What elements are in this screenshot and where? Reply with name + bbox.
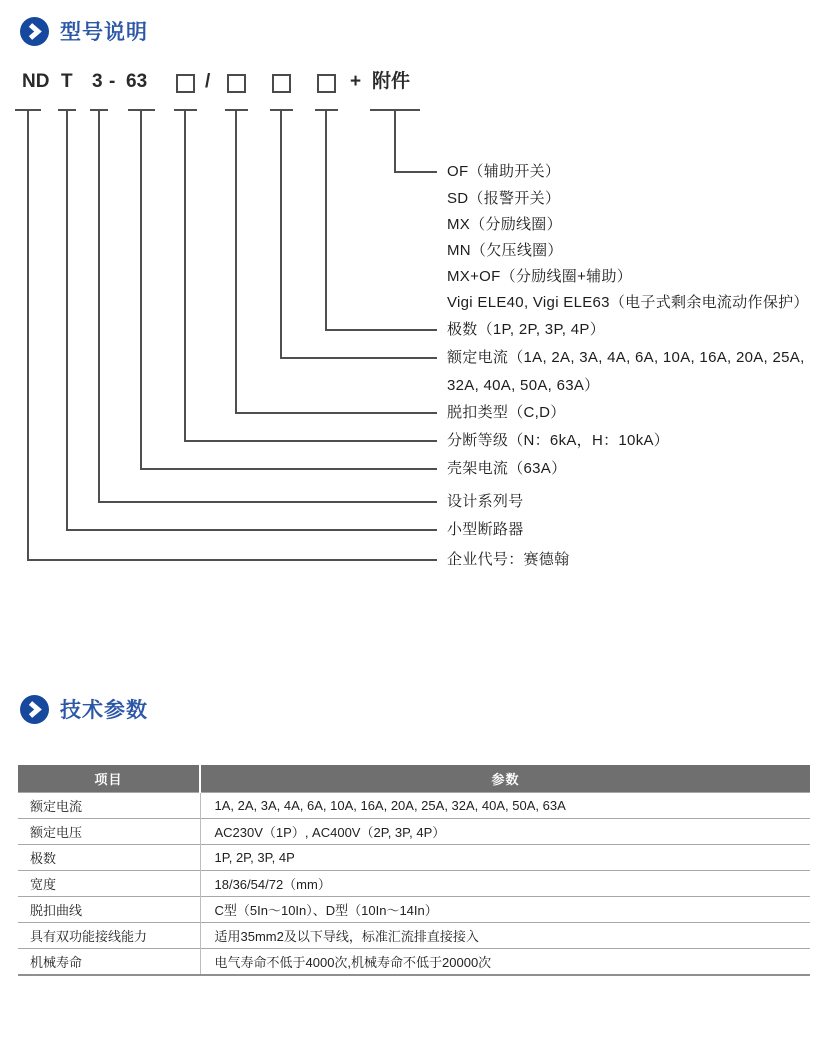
branch-label: 极数（1P, 2P, 3P, 4P） <box>447 321 605 338</box>
attachment-option: SD（报警开关） <box>447 190 561 207</box>
connector-horizontal-line <box>184 440 437 442</box>
model-placeholder-box <box>272 74 291 93</box>
table-cell-item: 机械寿命 <box>18 949 200 976</box>
table-row <box>18 923 810 949</box>
table-row <box>18 793 810 819</box>
branch-label-line2: 32A, 40A, 50A, 63A） <box>447 377 600 394</box>
table-cell-item: 额定电压 <box>18 819 200 845</box>
attachment-option: Vigi ELE40, Vigi ELE63（电子式剩余电流动作保护） <box>447 294 809 311</box>
table-cell-item: 极数 <box>18 845 200 871</box>
connector-horizontal-line <box>98 501 437 503</box>
connector-horizontal-line <box>394 171 437 173</box>
model-placeholder-box <box>317 74 336 93</box>
connector-horizontal-line <box>140 468 437 470</box>
connector-horizontal-line <box>325 329 437 331</box>
model-token: 63 <box>126 71 148 92</box>
tech-section-title: 技术参数 <box>60 699 148 722</box>
table-header-value: 参数 <box>200 765 810 793</box>
model-token: - <box>109 71 116 92</box>
branch-label: 小型断路器 <box>447 521 524 538</box>
table-cell-value: 1A, 2A, 3A, 4A, 6A, 10A, 16A, 20A, 25A, 32A, 40A, 50A, 63A <box>200 793 810 819</box>
table-row <box>18 949 810 976</box>
table-cell-item: 额定电流 <box>18 793 200 819</box>
connector-horizontal-line <box>27 559 437 561</box>
branch-label: 额定电流（1A, 2A, 3A, 4A, 6A, 10A, 16A, 20A, 25A, <box>447 349 805 366</box>
connector-horizontal-line <box>66 529 437 531</box>
connector-stem-line <box>27 109 29 561</box>
connector-stem-line <box>66 109 68 531</box>
connector-horizontal-line <box>280 357 437 359</box>
connector-stem-line <box>235 109 237 414</box>
tech-parameters-table <box>18 765 810 976</box>
table-row <box>18 871 810 897</box>
connector-stem-line <box>325 109 327 331</box>
table-cell-value: 电气寿命不低于4000次,机械寿命不低于20000次 <box>200 949 810 976</box>
attachment-option: MN（欠压线圈） <box>447 242 563 259</box>
table-header-item: 项目 <box>18 765 200 793</box>
connector-stem-line <box>184 109 186 442</box>
connector-stem-line <box>98 109 100 503</box>
chevron-right-icon <box>20 695 49 724</box>
branch-label: 企业代号：赛德翰 <box>447 551 570 568</box>
model-token: / <box>205 71 211 92</box>
table-body <box>18 793 810 976</box>
table-cell-item: 脱扣曲线 <box>18 897 200 923</box>
table-cell-value: C型（5In～10In）、D型（10In～14In） <box>200 897 810 923</box>
model-token: 附件 <box>372 71 411 92</box>
table-cell-value: 18/36/54/72（mm） <box>200 871 810 897</box>
table-row <box>18 897 810 923</box>
branch-label: OF（辅助开关） <box>447 163 561 180</box>
attachment-options-list <box>447 186 809 316</box>
table-row <box>18 819 810 845</box>
tech-section-header <box>20 694 148 724</box>
connector-stem-line <box>140 109 142 470</box>
connector-stem-line <box>280 109 282 359</box>
table-row <box>18 845 810 871</box>
model-token: + <box>350 71 362 92</box>
table-header-row <box>18 765 810 793</box>
model-token: 3 <box>92 71 103 92</box>
table-cell-item: 具有双功能接线能力 <box>18 923 200 949</box>
table-cell-value: AC230V（1P）, AC400V（2P, 3P, 4P） <box>200 819 810 845</box>
model-token: ND <box>22 71 50 92</box>
connector-horizontal-line <box>235 412 437 414</box>
connector-stem-line <box>394 109 396 173</box>
attachment-option: MX（分励线圈） <box>447 216 562 233</box>
table-cell-value: 1P, 2P, 3P, 4P <box>200 845 810 871</box>
model-placeholder-box <box>227 74 246 93</box>
table-cell-item: 宽度 <box>18 871 200 897</box>
model-placeholder-box <box>176 74 195 93</box>
model-section-title: 型号说明 <box>60 21 148 44</box>
model-token: T <box>61 71 73 92</box>
table-cell-value: 适用35mm2及以下导线，标准汇流排直接接入 <box>200 923 810 949</box>
attachment-option: MX+OF（分励线圈+辅助） <box>447 268 633 285</box>
branch-label: 脱扣类型（C,D） <box>447 404 566 421</box>
branch-label: 设计系列号 <box>447 493 524 510</box>
branch-label: 壳架电流（63A） <box>447 460 567 477</box>
branch-label: 分断等级（N：6kA，H：10kA） <box>447 432 670 449</box>
